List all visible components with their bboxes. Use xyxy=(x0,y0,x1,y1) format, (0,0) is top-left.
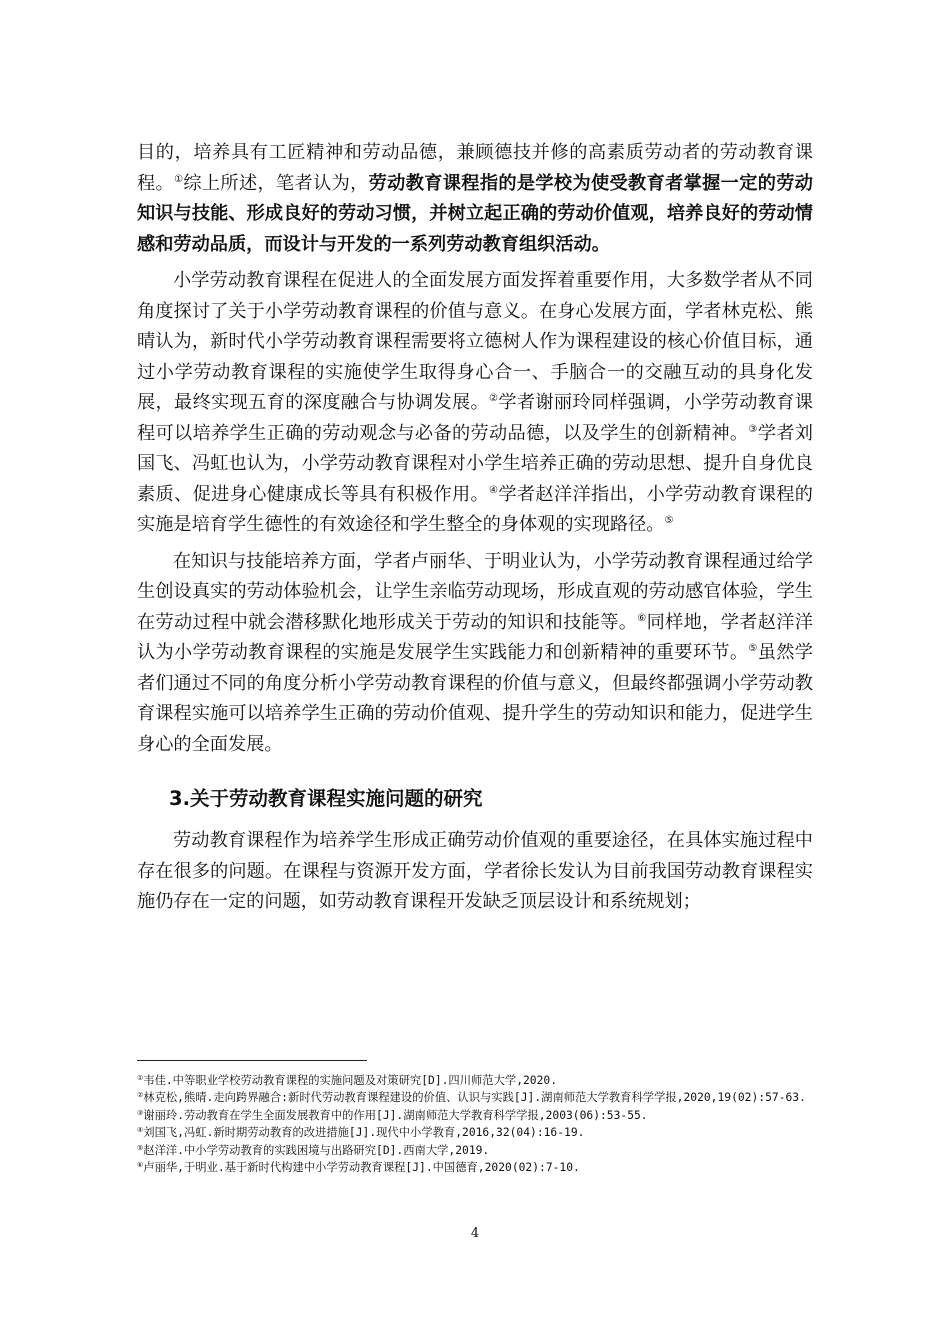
text-span: 学者刘国飞、冯虹也认为，小学劳动教育课程对小学生培养正确的劳动思想、提升自身优良素质、促进身心健康成长等具有积极作用。 xyxy=(137,422,813,505)
footnote-mark: ① xyxy=(137,1074,144,1082)
text-span: 综上所述，笔者认为， xyxy=(183,172,369,194)
text-span: 虽然学者们通过不同的角度分析小学劳动教育课程的价值与意义，但最终都强调小学劳动教育课程实施可以培养学生正确的劳动价值观、提升学生的劳动知识和能力，促进学生身心的全面发展。 xyxy=(137,642,813,755)
paragraph-3 xyxy=(137,547,813,761)
text-span: 学者赵洋洋指出，小学劳动教育课程的实施是培育学生德性的有效途径和学生整全的身体观的实现路径。 xyxy=(137,483,813,535)
footnote-item xyxy=(137,1142,817,1159)
bold-definition: 劳动教育课程指的是学校为使受教育者掌握一定的劳动知识与技能、形成良好的劳动习惯，并树立起正确的劳动价值观，培养良好的劳动情感和劳动品质，而设计与开发的一系列劳动教育组织活动。 xyxy=(137,172,813,255)
footnote-item xyxy=(137,1072,817,1089)
footnote-text: 赵洋洋.中小学劳动教育的实践困境与出路研究[D].西南大学,2019. xyxy=(143,1143,490,1157)
footnote-text: 林克松,熊晴.走向跨界融合:新时代劳动教育课程建设的价值、认识与实践[J].湖南师范大学教育科学学报,2020,19(02):57-63. xyxy=(143,1091,806,1105)
paragraph-1 xyxy=(137,138,813,260)
paragraph-2 xyxy=(137,266,813,541)
footnote-text: 韦佳.中等职业学校劳动教育课程的实施问题及对策研究[D].四川师范大学,2020. xyxy=(143,1074,558,1087)
text-span: 小学劳动教育课程在促进人的全面发展方面发挥着重要作用，大多数学者从不同角度探讨了关于小学劳动教育课程的价值与意义。在身心发展方面，学者林克松、熊晴认为，新时代小学劳动教育课程需要将立德树人作为课程建设的核心价值目标，通过小学劳动教育课程的实施使学生取得身心合一、手脑合一的交融互动的具身化发展，最终实现五育的深度融合与协调发展。 xyxy=(137,270,813,413)
footnote-ref[interactable]: ① xyxy=(174,173,184,185)
footnote-mark: ② xyxy=(137,1091,144,1100)
footnote-mark: ③ xyxy=(137,1108,144,1117)
footnote-item xyxy=(137,1159,817,1176)
footnote-item xyxy=(137,1107,817,1124)
footnote-divider xyxy=(137,1060,367,1061)
footnote-ref[interactable]: ⑤ xyxy=(664,515,674,526)
footnote-ref[interactable]: ③ xyxy=(748,423,758,435)
page-body xyxy=(137,138,813,918)
paragraph-4: 劳动教育课程作为培养学生形成正确劳动价值观的重要途径，在具体实施过程中存在很多的问题。在课程与资源开发方面，学者徐长发认为目前我国劳动教育课程实施仍存在一定的问题，如劳动教育课程开发缺乏顶层设计和系统规划； xyxy=(137,830,813,912)
text-span: 在知识与技能培养方面，学者卢丽华、于明业认为，小学劳动教育课程通过给学生创设真实的劳动体验机会，让学生亲临劳动现场，形成直观的劳动感官体验，学生在劳动过程中就会潜移默化地形成关于劳动的知识和技能等。 xyxy=(137,550,813,633)
footnote-mark: ⑤ xyxy=(137,1143,144,1152)
footnote-mark: ⑥ xyxy=(137,1161,144,1170)
text-span: 同样地，学者赵洋洋认为小学劳动教育课程的实施是发展学生实践能力和创新精神的重要环节。 xyxy=(137,611,813,663)
footnote-item xyxy=(137,1124,817,1141)
footnote-mark: ④ xyxy=(137,1126,144,1135)
footnotes xyxy=(137,1072,817,1176)
footnote-text: 卢丽华,于明业.基于新时代构建中小学劳动教育课程[J].中国德育,2020(02):7-10. xyxy=(143,1161,580,1175)
text-span: 目的，培养具有工匠精神和劳动品德，兼顾德技并修的高素质劳动者的劳动教育课程。 xyxy=(137,142,813,194)
section-heading: 3.关于劳动教育课程实施问题的研究 xyxy=(169,787,483,810)
page-number: 4 xyxy=(470,1226,480,1241)
footnote-ref[interactable]: ② xyxy=(489,393,499,404)
footnote-ref[interactable]: ⑥ xyxy=(637,612,647,624)
text-span: 学者谢丽玲同样强调，小学劳动教育课程可以培养学生正确的劳动观念与必备的劳动品德，以及学生的创新精神。 xyxy=(137,392,813,444)
footnote-text: 刘国飞,冯虹.新时期劳动教育的改进措施[J].现代中小学教育,2016,32(04):16-19. xyxy=(143,1126,585,1140)
footnote-item xyxy=(137,1089,817,1106)
footnote-ref[interactable]: ④ xyxy=(489,484,499,496)
footnote-ref[interactable]: ⑤ xyxy=(748,643,758,654)
footnote-text: 谢丽玲.劳动教育在学生全面发展教育中的作用[J].湖南师范大学教育科学学报,2003(06):53-55. xyxy=(143,1108,648,1122)
